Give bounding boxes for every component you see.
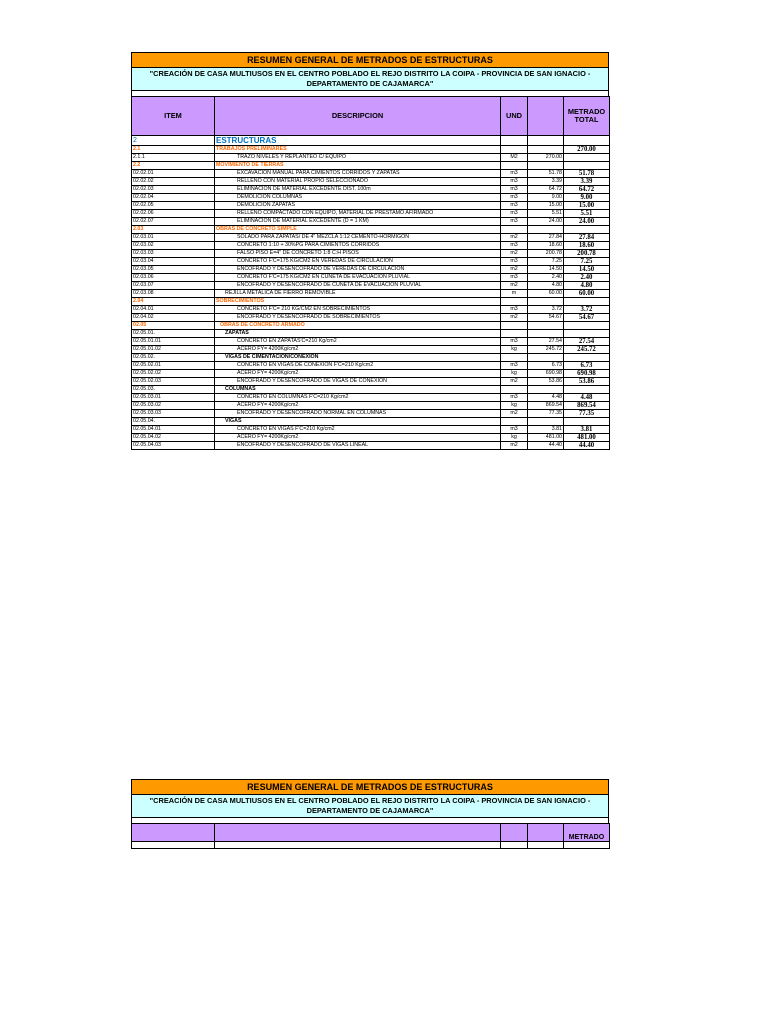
cell-total: 4.48 xyxy=(564,394,610,402)
table-row xyxy=(132,282,610,290)
cell-und: M2 xyxy=(501,154,528,162)
cell-total: 245.72 xyxy=(564,346,610,354)
cell-metrado xyxy=(528,330,564,338)
cell-descripcion xyxy=(215,842,501,849)
cell-descripcion: OBRAS DE CONCRETO ARMADO xyxy=(215,322,501,330)
cell-und: kg xyxy=(501,370,528,378)
cell-descripcion: CONCRETO F'C= 210 KG/CM2 EN SOBRECIMIENTOS xyxy=(215,306,501,314)
header-descripcion: DESCRIPCION xyxy=(215,97,501,136)
cell-descripcion: MOVIMIENTO DE TIERRAS xyxy=(215,162,501,170)
cell-total: 2.40 xyxy=(564,274,610,282)
table-row xyxy=(132,386,610,394)
cell-und xyxy=(501,162,528,170)
cell-item: 02.05.01. xyxy=(132,330,215,338)
cell-descripcion: ENCOFRADO Y DESENCOFRADO DE VIGAS LINEAL xyxy=(215,442,501,450)
cell-descripcion: ENCOFRADO Y DESENCOFRADO DE SOBRECIMIENTOS xyxy=(215,314,501,322)
cell-total: 27.54 xyxy=(564,338,610,346)
cell-metrado: 44.40 xyxy=(528,442,564,450)
cell-descripcion: CONCRETO F'C=175 KG/CM2 EN CUNETA DE EVACUACION PLUVIAL xyxy=(215,274,501,282)
cell-item: 02.05.03. xyxy=(132,386,215,394)
cell-und: m3 xyxy=(501,218,528,226)
table-row xyxy=(132,274,610,282)
cell-item: 02.05.02.02 xyxy=(132,370,215,378)
cell-metrado: 869.54 xyxy=(528,402,564,410)
metrados-sheet-1 xyxy=(131,52,609,450)
cell-und: m3 xyxy=(501,186,528,194)
header-item xyxy=(132,824,215,842)
table-row xyxy=(132,146,610,154)
cell-item: 02.02.01 xyxy=(132,170,215,178)
cell-descripcion: ACERO FY= 4200Kg/cm2 xyxy=(215,370,501,378)
project-name xyxy=(131,795,609,818)
cell-und xyxy=(501,330,528,338)
cell-metrado: 14.50 xyxy=(528,266,564,274)
cell-item: 02.03.08 xyxy=(132,290,215,298)
cell-item: 2 xyxy=(132,136,215,146)
cell-metrado xyxy=(528,842,564,849)
cell-descripcion: VIGAS DE CIMENTACION/CONEXION xyxy=(215,354,501,362)
project-name xyxy=(131,68,609,91)
table-row xyxy=(132,346,610,354)
cell-item: 02.05.02. xyxy=(132,354,215,362)
table-row xyxy=(132,330,610,338)
cell-und: m3 xyxy=(501,426,528,434)
cell-item: 02.03.04 xyxy=(132,258,215,266)
cell-item: 02.05.04.02 xyxy=(132,434,215,442)
cell-descripcion: OBRAS DE CONCRETO SIMPLE xyxy=(215,226,501,234)
cell-total: 51.78 xyxy=(564,170,610,178)
cell-item: 02.05.04.01 xyxy=(132,426,215,434)
table-row xyxy=(132,298,610,306)
metrados-table-2 xyxy=(131,823,610,849)
cell-metrado: 200.78 xyxy=(528,250,564,258)
cell-item: 02.05.02.03 xyxy=(132,378,215,386)
cell-und: m3 xyxy=(501,178,528,186)
header-descripcion xyxy=(215,824,501,842)
cell-metrado: 18.60 xyxy=(528,242,564,250)
cell-und: m3 xyxy=(501,258,528,266)
cell-total: 18.60 xyxy=(564,242,610,250)
cell-metrado: 245.72 xyxy=(528,346,564,354)
cell-total: 200.78 xyxy=(564,250,610,258)
cell-item: 02.05.03.03 xyxy=(132,410,215,418)
cell-descripcion: ACERO FY= 4200Kg/cm2 xyxy=(215,346,501,354)
cell-und: kg xyxy=(501,402,528,410)
cell-total xyxy=(564,418,610,426)
cell-total: 3.72 xyxy=(564,306,610,314)
cell-total xyxy=(564,162,610,170)
cell-descripcion: REJILLA METALICA DE FIERRO REMOVIBLE xyxy=(215,290,501,298)
cell-item: 2.1 xyxy=(132,146,215,154)
cell-item: 02.05.01.01 xyxy=(132,338,215,346)
cell-metrado: 24.00 xyxy=(528,218,564,226)
cell-item: 02.03.05 xyxy=(132,266,215,274)
cell-und xyxy=(501,386,528,394)
cell-metrado: 5.51 xyxy=(528,210,564,218)
cell-total: 869.54 xyxy=(564,402,610,410)
cell-item: 02.03.06 xyxy=(132,274,215,282)
cell-total xyxy=(564,136,610,146)
header-blank xyxy=(528,824,564,842)
sheet-title: RESUMEN GENERAL DE METRADOS DE ESTRUCTURAS xyxy=(131,779,609,795)
cell-item: 02.05.04.03 xyxy=(132,442,215,450)
cell-item: 02.03.01 xyxy=(132,234,215,242)
table-row xyxy=(132,194,610,202)
cell-item: 02.05.01.02 xyxy=(132,346,215,354)
cell-descripcion: DEMOLICION COLUMNAS xyxy=(215,194,501,202)
cell-total: 481.00 xyxy=(564,434,610,442)
table-row xyxy=(132,434,610,442)
cell-metrado xyxy=(528,146,564,154)
cell-descripcion: ENCOFRADO Y DESENCOFRADO DE CUNETA DE EVACUACION PLUVIAL xyxy=(215,282,501,290)
cell-descripcion: ELIMINACION DE MATERIAL EXCEDENTE (D = 1 KM) xyxy=(215,218,501,226)
table-row xyxy=(132,234,610,242)
cell-und: m3 xyxy=(501,274,528,282)
cell-metrado xyxy=(528,386,564,394)
cell-item: 2.03 xyxy=(132,226,215,234)
project-name-line-1: "CREACIÓN DE CASA MULTIUSOS EN EL CENTRO POBLADO EL REJO DISTRITO LA COIPA - PROVINCIA DE SAN IGNACIO - xyxy=(149,69,591,78)
cell-total: 60.00 xyxy=(564,290,610,298)
metrados-table-body xyxy=(132,136,610,450)
header-metrado-partial: METRADO xyxy=(564,824,610,842)
cell-total xyxy=(564,226,610,234)
cell-und: m3 xyxy=(501,194,528,202)
table-row xyxy=(132,306,610,314)
cell-total xyxy=(564,842,610,849)
cell-und: kg xyxy=(501,434,528,442)
cell-und: m2 xyxy=(501,442,528,450)
cell-und: m2 xyxy=(501,410,528,418)
table-row xyxy=(132,442,610,450)
cell-metrado: 9.00 xyxy=(528,194,564,202)
cell-metrado: 6.73 xyxy=(528,362,564,370)
cell-descripcion: RELLENO CON MATERIAL PROPIO SELECCIONADO xyxy=(215,178,501,186)
cell-metrado: 77.35 xyxy=(528,410,564,418)
table-row xyxy=(132,218,610,226)
cell-descripcion: CONCRETO EN ZAPATAS'C=210 Kg/cm2 xyxy=(215,338,501,346)
cell-total: 54.67 xyxy=(564,314,610,322)
table-row xyxy=(132,202,610,210)
cell-metrado: 64.72 xyxy=(528,186,564,194)
cell-metrado: 53.86 xyxy=(528,378,564,386)
cell-descripcion: CONCRETO EN VIGAS DE CONEXION F'C=210 Kg/cm2 xyxy=(215,362,501,370)
cell-total: 44.40 xyxy=(564,442,610,450)
cell-descripcion: ENCOFRADO Y DESENCOFRADO DE VEREDAS DE CIRCULACIÓN xyxy=(215,266,501,274)
table-row xyxy=(132,162,610,170)
cell-total: 4.80 xyxy=(564,282,610,290)
cell-item: 02.05.03.02 xyxy=(132,402,215,410)
cell-metrado xyxy=(528,354,564,362)
cell-descripcion: TRAZO NIVELES Y REPLANTEO C/ EQUIPO xyxy=(215,154,501,162)
cell-und: m2 xyxy=(501,250,528,258)
cell-metrado: 481.00 xyxy=(528,434,564,442)
cell-descripcion: FALSO PISO E=4" DE CONCRETO 1:8 C:H PISOS xyxy=(215,250,501,258)
cell-total: 15.00 xyxy=(564,202,610,210)
cell-total: 9.00 xyxy=(564,194,610,202)
cell-descripcion: CONCRETO F'C=175 KG/CM2 EN VEREDAS DE CIRCULACIÓN xyxy=(215,258,501,266)
cell-und xyxy=(501,842,528,849)
table-row xyxy=(132,170,610,178)
cell-und xyxy=(501,418,528,426)
cell-total: 77.35 xyxy=(564,410,610,418)
cell-descripcion: ZAPATAS xyxy=(215,330,501,338)
cell-descripcion: ACERO FY= 4200Kg/cm2 xyxy=(215,402,501,410)
sheet-title: RESUMEN GENERAL DE METRADOS DE ESTRUCTURAS xyxy=(131,52,609,68)
table-header-row xyxy=(132,824,610,842)
project-name-line-1: "CREACIÓN DE CASA MULTIUSOS EN EL CENTRO POBLADO EL REJO DISTRITO LA COIPA - PROVINCIA DE SAN IGNACIO - xyxy=(149,796,591,805)
cell-descripcion: COLUMNAS xyxy=(215,386,501,394)
cell-item: 02.05.02.01 xyxy=(132,362,215,370)
cell-metrado xyxy=(528,162,564,170)
cell-und: m2 xyxy=(501,266,528,274)
table-row xyxy=(132,418,610,426)
table-row xyxy=(132,186,610,194)
cell-metrado xyxy=(528,322,564,330)
cell-item: 2.2 xyxy=(132,162,215,170)
cell-metrado xyxy=(528,136,564,146)
cell-descripcion: CONCRETO 1:10 + 30%PG PARA CIMIENTOS CORRIDOS xyxy=(215,242,501,250)
cell-metrado: 690.98 xyxy=(528,370,564,378)
cell-und xyxy=(501,226,528,234)
cell-metrado xyxy=(528,418,564,426)
cell-metrado: 4.48 xyxy=(528,394,564,402)
cell-und: m xyxy=(501,290,528,298)
cell-total: 6.73 xyxy=(564,362,610,370)
header-und: UND xyxy=(501,97,528,136)
table-row xyxy=(132,426,610,434)
cell-metrado xyxy=(528,298,564,306)
cell-item: 02.04.02 xyxy=(132,314,215,322)
table-row xyxy=(132,370,610,378)
cell-metrado: 54.67 xyxy=(528,314,564,322)
table-header-row xyxy=(132,97,610,136)
table-row xyxy=(132,136,610,146)
metrados-table xyxy=(131,96,610,450)
cell-descripcion: CONCRETO EN VIGAS F'C=210 Kg/cm2 xyxy=(215,426,501,434)
cell-metrado: 3.72 xyxy=(528,306,564,314)
cell-item: 02.05 xyxy=(132,322,215,330)
cell-item: 02.04.01 xyxy=(132,306,215,314)
cell-descripcion: CONCRETO EN COLUMNAS F'C=210 Kg/cm2 xyxy=(215,394,501,402)
cell-item: 02.02.04 xyxy=(132,194,215,202)
table-row xyxy=(132,242,610,250)
cell-item: 02.05.04. xyxy=(132,418,215,426)
cell-item: 02.02.05 xyxy=(132,202,215,210)
cell-descripcion: TRABAJOS PRELIMINARES xyxy=(215,146,501,154)
cell-total: 64.72 xyxy=(564,186,610,194)
table-row xyxy=(132,226,610,234)
table-row xyxy=(132,314,610,322)
cell-descripcion: DEMOLICION ZAPATAS xyxy=(215,202,501,210)
cell-total xyxy=(564,322,610,330)
cell-total: 3.39 xyxy=(564,178,610,186)
header-metrado-total xyxy=(564,97,610,136)
cell-total: 7.25 xyxy=(564,258,610,266)
cell-descripcion: SOLADO PARA ZAPATAS/ DE 4" MEZCLA 1:12 CEMENTO-HORMIGON xyxy=(215,234,501,242)
cell-descripcion: SOBRECIMIENTOS xyxy=(215,298,501,306)
cell-und xyxy=(501,298,528,306)
cell-item: 2.1.1 xyxy=(132,154,215,162)
cell-descripcion: ACERO FY= 4200Kg/cm2 xyxy=(215,434,501,442)
cell-item xyxy=(132,842,215,849)
cell-item: 02.05.03.01 xyxy=(132,394,215,402)
cell-total: 3.81 xyxy=(564,426,610,434)
table-row xyxy=(132,362,610,370)
header-item: ITEM xyxy=(132,97,215,136)
cell-metrado: 60.00 xyxy=(528,290,564,298)
cell-descripcion: VIGAS xyxy=(215,418,501,426)
cell-item: 02.03.02 xyxy=(132,242,215,250)
cell-total: 24.00 xyxy=(564,218,610,226)
cell-metrado: 51.78 xyxy=(528,170,564,178)
cell-metrado: 3.81 xyxy=(528,426,564,434)
cell-descripcion: RELLENO COMPACTADO CON EQUIPO, MATERIAL DE PRESTAMO AFIRMADO xyxy=(215,210,501,218)
table-row xyxy=(132,250,610,258)
table-row xyxy=(132,258,610,266)
table-row xyxy=(132,378,610,386)
cell-metrado: 4.80 xyxy=(528,282,564,290)
cell-item: 02.02.02 xyxy=(132,178,215,186)
cell-und: m2 xyxy=(501,282,528,290)
cell-descripcion: EXCAVACION MANUAL PARA CIMIENTOS CORRIDOS Y ZAPATAS xyxy=(215,170,501,178)
table-row xyxy=(132,266,610,274)
cell-und: m3 xyxy=(501,170,528,178)
table-row xyxy=(132,354,610,362)
header-und xyxy=(501,824,528,842)
cell-descripcion: ELIMINACION DE MATERIAL EXCEDENTE DIST. 100m xyxy=(215,186,501,194)
cell-und: m3 xyxy=(501,202,528,210)
header-total-label: TOTAL xyxy=(574,115,599,124)
cell-descripcion: ENCOFRADO Y DESENCOFRADO NORMAL EN COLUMNAS xyxy=(215,410,501,418)
table-row xyxy=(132,290,610,298)
cell-und: m3 xyxy=(501,338,528,346)
cell-total xyxy=(564,354,610,362)
table-row xyxy=(132,402,610,410)
cell-und: m2 xyxy=(501,234,528,242)
table-row xyxy=(132,178,610,186)
table-row xyxy=(132,154,610,162)
cell-und: m3 xyxy=(501,362,528,370)
cell-item: 02.03.07 xyxy=(132,282,215,290)
cell-und xyxy=(501,146,528,154)
cell-descripcion: ESTRUCTURAS xyxy=(215,136,501,146)
table-row xyxy=(132,210,610,218)
cell-metrado: 270.00 xyxy=(528,154,564,162)
cell-total: 53.86 xyxy=(564,378,610,386)
cell-und: m3 xyxy=(501,394,528,402)
header-metrado-label: METRADO xyxy=(567,107,606,116)
table-row xyxy=(132,410,610,418)
cell-item: 02.03.03 xyxy=(132,250,215,258)
cell-und: m2 xyxy=(501,314,528,322)
table-row xyxy=(132,338,610,346)
cell-und: m3 xyxy=(501,242,528,250)
cell-total: 14.50 xyxy=(564,266,610,274)
cell-item: 2.04 xyxy=(132,298,215,306)
cell-item: 02.02.07 xyxy=(132,218,215,226)
cell-metrado: 27.54 xyxy=(528,338,564,346)
cell-und xyxy=(501,354,528,362)
cell-total xyxy=(564,386,610,394)
cell-total xyxy=(564,154,610,162)
table-row xyxy=(132,394,610,402)
header-blank xyxy=(528,97,564,136)
table-row xyxy=(132,322,610,330)
cell-total xyxy=(564,330,610,338)
cell-metrado: 27.84 xyxy=(528,234,564,242)
cell-item: 02.02.06 xyxy=(132,210,215,218)
project-name-line-2: DEPARTAMENTO DE CAJAMARCA" xyxy=(306,79,434,88)
cell-item: 02.02.03 xyxy=(132,186,215,194)
cell-und xyxy=(501,322,528,330)
cell-metrado: 7.25 xyxy=(528,258,564,266)
metrados-sheet-2 xyxy=(131,779,609,849)
project-name-line-2: DEPARTAMENTO DE CAJAMARCA" xyxy=(306,806,434,815)
table-row xyxy=(132,842,610,849)
cell-total: 690.98 xyxy=(564,370,610,378)
cell-und: kg xyxy=(501,346,528,354)
cell-total xyxy=(564,298,610,306)
cell-und: m3 xyxy=(501,306,528,314)
cell-und: m2 xyxy=(501,378,528,386)
cell-descripcion: ENCOFRADO Y DESENCOFRADO DE VIGAS DE CONEXION xyxy=(215,378,501,386)
cell-metrado: 2.40 xyxy=(528,274,564,282)
cell-total: 270.00 xyxy=(564,146,610,154)
cell-und: m3 xyxy=(501,210,528,218)
cell-metrado: 15.00 xyxy=(528,202,564,210)
cell-total: 27.84 xyxy=(564,234,610,242)
cell-metrado: 3.39 xyxy=(528,178,564,186)
cell-und xyxy=(501,136,528,146)
cell-total: 5.51 xyxy=(564,210,610,218)
cell-metrado xyxy=(528,226,564,234)
